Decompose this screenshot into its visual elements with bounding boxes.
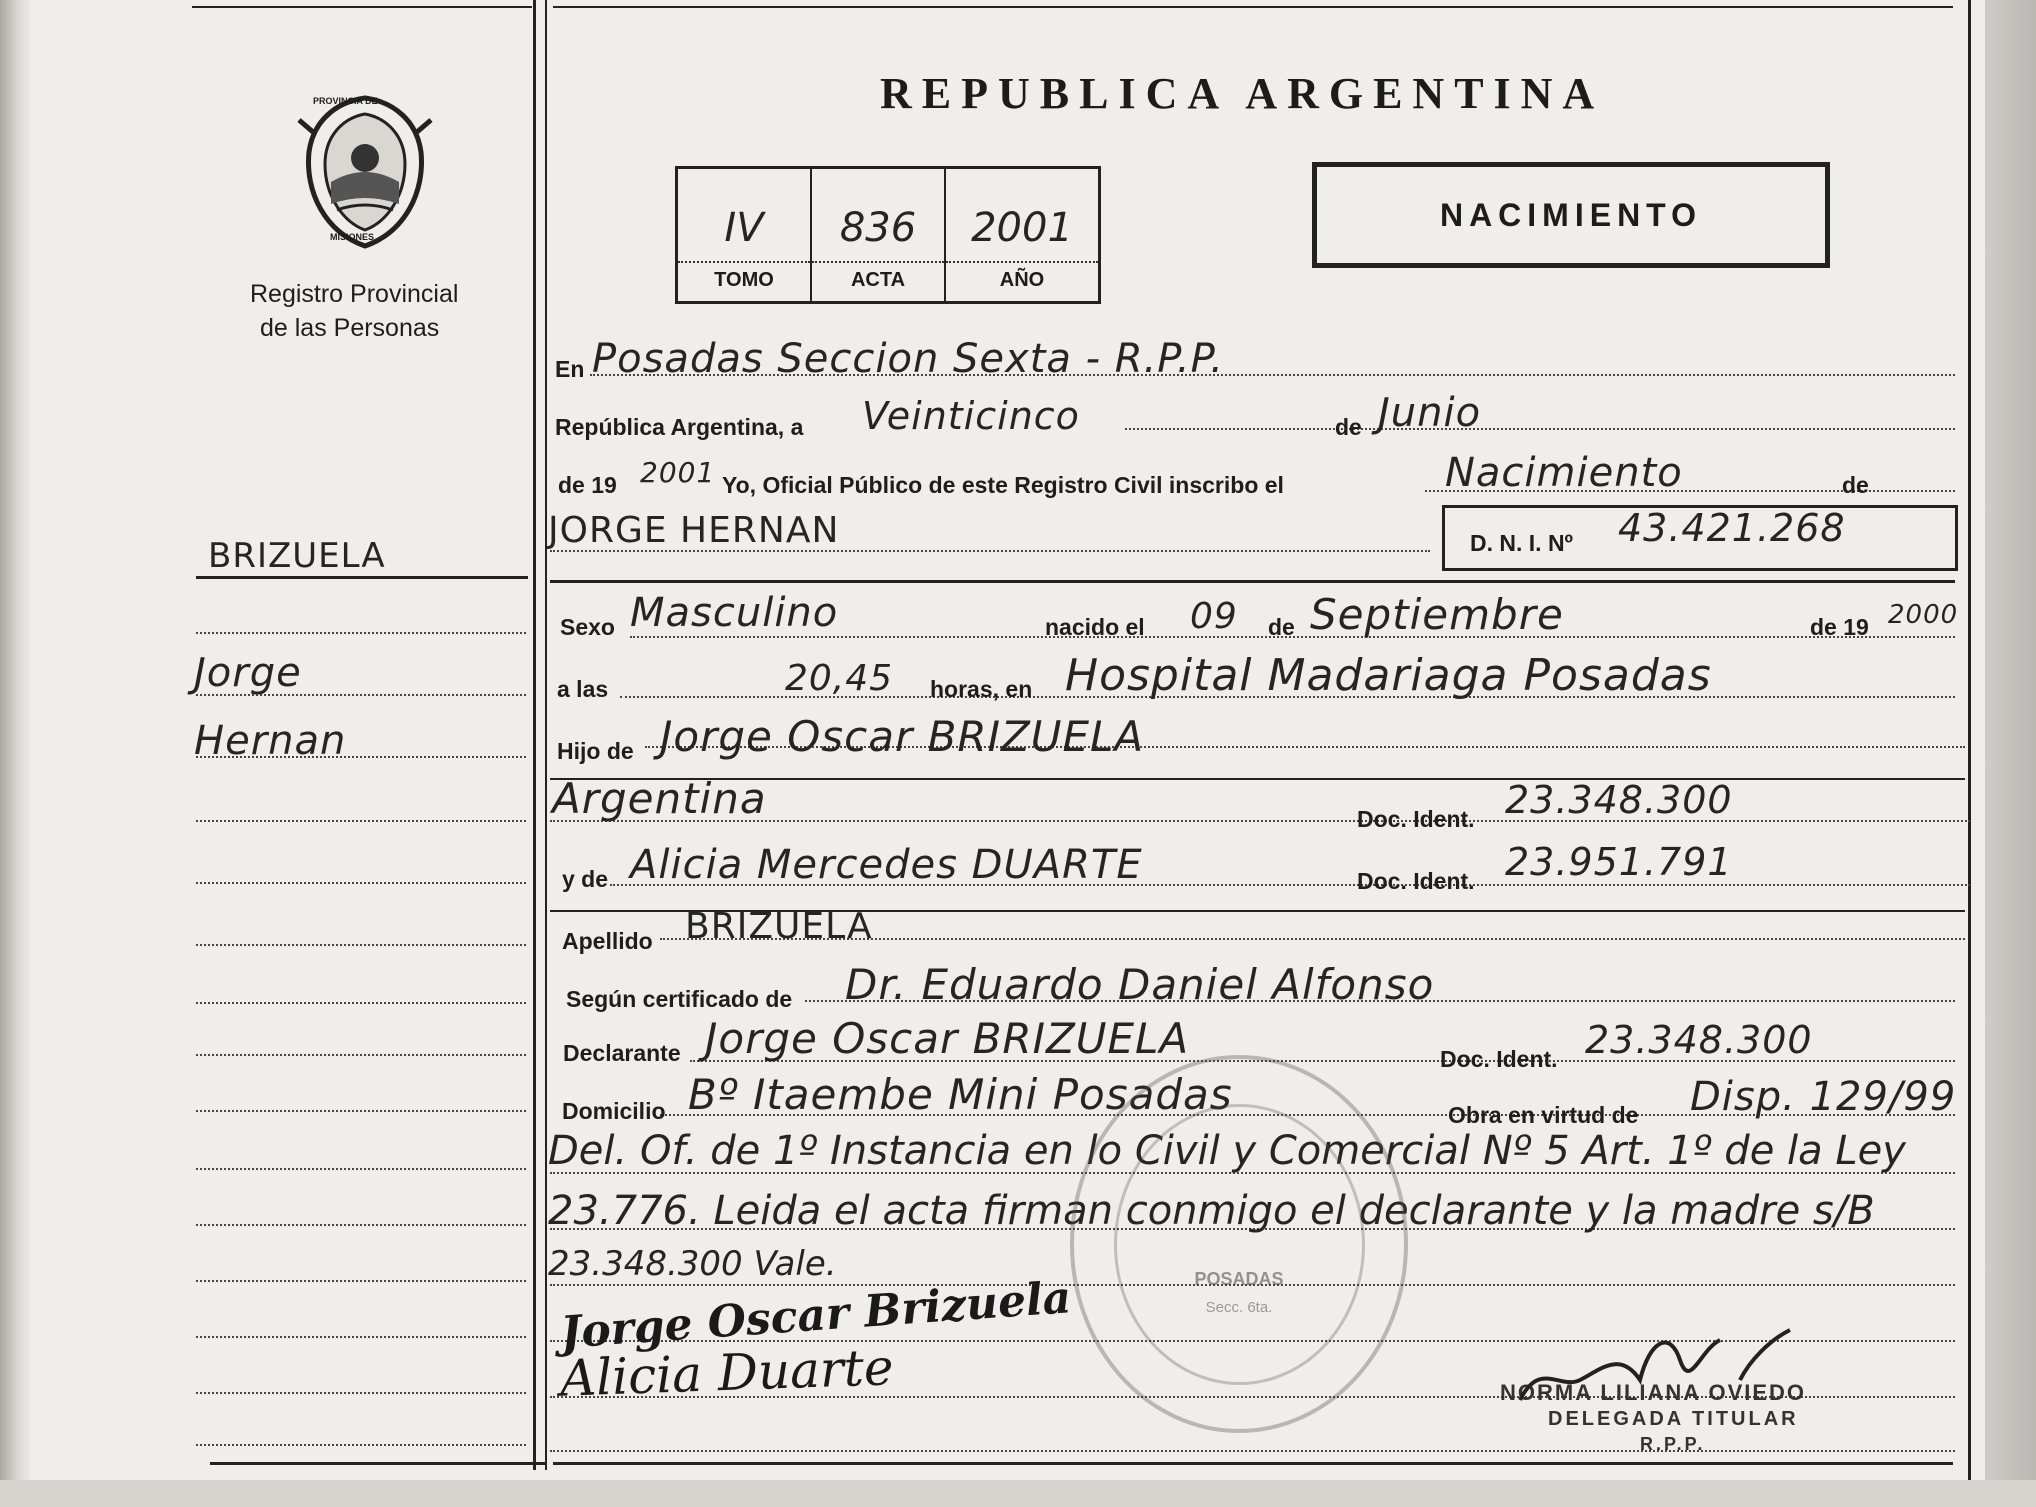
margin-dotline: [196, 1392, 526, 1394]
crest-top-text: PROVINCIA DE: [313, 96, 378, 106]
father-doc-label: Doc. Ident.: [1357, 806, 1475, 832]
margin-dotline: [196, 1110, 526, 1112]
ano-separator: [946, 261, 1098, 263]
acta-label: ACTA: [850, 269, 906, 291]
acta-cell: [812, 169, 946, 301]
page-edge: [1985, 0, 2036, 1507]
officer-name: NORMA LILIANA OVIEDO: [1500, 1380, 1807, 1405]
stamp-city: POSADAS: [1194, 1269, 1284, 1289]
page-bottom-edge: [0, 1480, 2036, 1507]
apellido-label: Apellido: [562, 928, 653, 954]
record-type: NACIMIENTO: [1439, 197, 1703, 233]
acta-separator: [812, 261, 944, 263]
year-prefix: de 19: [558, 472, 617, 498]
birth-year: 2000: [1888, 600, 1959, 630]
margin-name2: Hernan: [194, 718, 347, 764]
birth-year-prefix: de 19: [1810, 614, 1869, 640]
father-nationality: Argentina: [552, 774, 767, 823]
margin-dotline: [196, 1168, 526, 1170]
nacido-label: nacido el: [1045, 614, 1145, 640]
column-divider: [533, 0, 536, 1470]
note-line-1: Del. Of. de 1º Instancia en lo Civil y Comercial Nº 5 Art. 1º de la Ley: [548, 1128, 1906, 1174]
margin-dotline: [196, 1054, 526, 1056]
record-number-box: [675, 166, 1101, 304]
form-dotline: [1125, 428, 1955, 430]
top-rule-right: [553, 6, 1953, 8]
birth-day: 09: [1190, 596, 1238, 637]
margin-dotline: [196, 820, 526, 822]
column-divider-inner: [545, 0, 547, 1470]
margin-surname-rule: [196, 576, 528, 579]
de-label-2: de: [1842, 472, 1869, 498]
stamp-section: Secc. 6ta.: [1205, 1299, 1273, 1316]
tomo-separator: [678, 261, 810, 263]
officer-org: R.P.P.: [1640, 1434, 1706, 1454]
ano-cell: [946, 169, 1098, 301]
inscribo-value: Nacimiento: [1445, 450, 1683, 496]
child-name: JORGE HERNAN: [548, 510, 840, 551]
tomo-value: IV: [724, 205, 764, 251]
dni-label: D. N. I. Nº: [1470, 530, 1573, 556]
official-stamp: [1070, 1055, 1408, 1433]
sexo-value: Masculino: [630, 590, 839, 636]
registry-name-line1: Registro Provincial: [250, 280, 459, 308]
father-name: Jorge Oscar BRIZUELA: [660, 712, 1145, 761]
tomo-label: TOMO: [714, 269, 774, 291]
country-title: REPUBLICA ARGENTINA: [880, 69, 1605, 118]
right-border: [1968, 0, 1971, 1480]
book-binding: [0, 0, 30, 1507]
form-rule: [550, 580, 1955, 583]
margin-name1: Jorge: [194, 650, 302, 696]
officer-title: DELEGADA TITULAR: [1548, 1408, 1799, 1430]
note-line-3: 23.348.300 Vale.: [548, 1244, 837, 1284]
obra-label: Obra en virtud de: [1448, 1102, 1639, 1128]
republica-label: República Argentina, a: [555, 414, 804, 440]
hijo-label: Hijo de: [557, 738, 634, 764]
ano-label: AÑO: [999, 269, 1045, 291]
yde-label: y de: [562, 866, 609, 892]
segun-label: Según certificado de: [566, 986, 793, 1012]
bottom-rule-left: [210, 1462, 545, 1465]
birth-month: Septiembre: [1310, 590, 1564, 639]
mother-doc-label: Doc. Ident.: [1357, 868, 1475, 894]
province-crest-icon: [295, 92, 435, 252]
mother-doc: 23.951.791: [1505, 840, 1733, 884]
margin-dotline: [196, 944, 526, 946]
alas-label: a las: [557, 676, 609, 702]
tomo-cell: [678, 169, 812, 301]
birth-de-label: de: [1268, 614, 1295, 640]
top-rule-left: [192, 6, 532, 8]
father-doc: 23.348.300: [1505, 778, 1733, 822]
hour-value: 20,45: [785, 658, 894, 699]
domicilio-label: Domicilio: [562, 1098, 666, 1124]
margin-surname: BRIZUELA: [208, 536, 386, 576]
place-value: Hospital Madariaga Posadas: [1065, 650, 1712, 701]
declarante-doc-label: Doc. Ident.: [1440, 1046, 1558, 1072]
margin-dotline: [196, 1002, 526, 1004]
margin-dotline: [196, 694, 526, 696]
registry-name-line2: de las Personas: [260, 314, 440, 342]
doctor-value: Dr. Eduardo Daniel Alfonso: [845, 960, 1435, 1009]
margin-dotline: [196, 1444, 526, 1446]
year-value: 2001: [640, 456, 716, 489]
signature-declarante: Jorge Oscar Brizuela: [558, 1272, 1073, 1359]
margin-dotline: [196, 1224, 526, 1226]
crest-bottom-text: MISIONES: [330, 232, 375, 242]
yo-text: Yo, Oficial Público de este Registro Civil inscribo el: [722, 472, 1284, 498]
margin-dotline: [196, 882, 526, 884]
declarante-value: Jorge Oscar BRIZUELA: [705, 1014, 1190, 1063]
ano-value: 2001: [971, 205, 1073, 251]
margin-dotline: [196, 632, 526, 634]
bottom-rule-right: [553, 1462, 1953, 1465]
month-value: Junio: [1378, 390, 1482, 436]
signature-mother: Alicia Duarte: [559, 1338, 895, 1408]
margin-dotline: [196, 1280, 526, 1282]
sexo-label: Sexo: [560, 614, 615, 640]
margin-dotline: [196, 756, 526, 758]
apellido-value: BRIZUELA: [685, 906, 873, 947]
record-type-box: [1312, 162, 1830, 268]
en-value: Posadas Seccion Sexta - R.P.P.: [592, 336, 1224, 382]
declarante-label: Declarante: [563, 1040, 681, 1066]
horas-label: horas, en: [930, 676, 1033, 702]
day-value: Veinticinco: [862, 394, 1080, 438]
en-label: En: [555, 356, 585, 382]
acta-value: 836: [839, 205, 917, 251]
mother-name: Alicia Mercedes DUARTE: [630, 842, 1143, 888]
officer-signature-scribble: [1500, 1320, 1820, 1420]
de-label: de: [1335, 414, 1362, 440]
official-stamp-inner: [1114, 1104, 1365, 1385]
margin-dotline: [196, 1336, 526, 1338]
dni-value: 43.421.268: [1618, 506, 1846, 550]
form-dotline: [550, 1450, 1955, 1452]
domicilio-value: Bº Itaembe Mini Posadas: [688, 1070, 1233, 1119]
declarante-doc: 23.348.300: [1585, 1018, 1813, 1062]
obra-value: Disp. 129/99: [1690, 1074, 1957, 1120]
note-line-2: 23.776. Leida el acta firman conmigo el declarante y la madre s/B: [548, 1188, 1875, 1234]
